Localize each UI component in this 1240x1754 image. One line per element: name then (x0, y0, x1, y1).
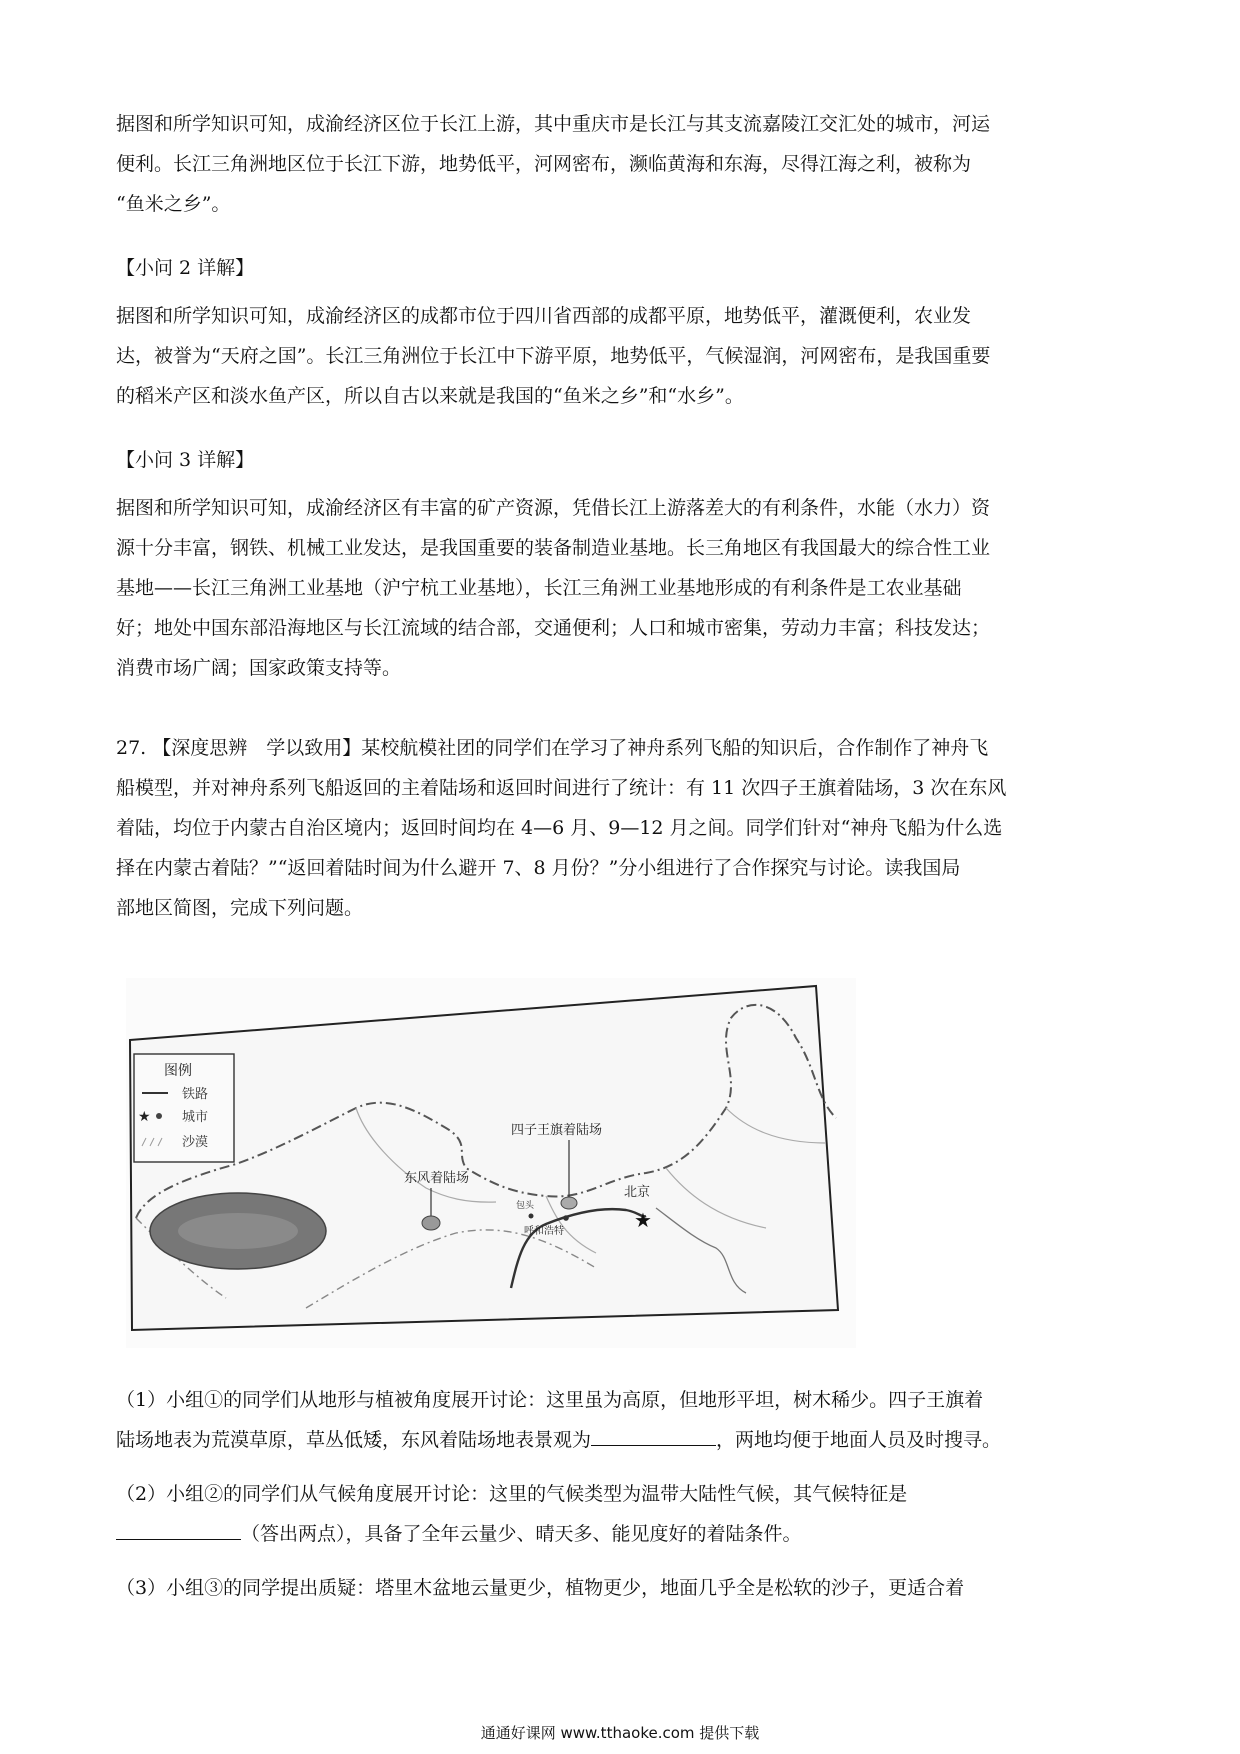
heading-subquestion-3: 【小问 3 详解】 (116, 449, 255, 471)
baotou-dot (529, 1214, 534, 1219)
section3-paragraph (116, 488, 1136, 688)
page-footer: 通通好课网 www.tthaoke.com 提供下载 (480, 1724, 760, 1742)
text-line: 的稻米产区和淡水鱼产区，所以自古以来就是我国的“鱼米之乡”和“水乡”。 (116, 385, 744, 407)
siziwang-label: 四子王旗着陆场 (511, 1123, 603, 1138)
text-line (116, 1514, 1136, 1554)
subquestion-3 (116, 1568, 1136, 1608)
legend-item-city: 城市 (182, 1110, 209, 1125)
section1-paragraph (116, 104, 1136, 224)
text-line: 基地——长江三角洲工业基地（沪宁杭工业基地），长江三角洲工业基地形成的有利条件是工农业基础 (116, 577, 962, 599)
star-icon: ★ (138, 1109, 151, 1125)
text-fragment: 陆场地表为荒漠草原，草丛低矮，东风着陆场地表景观为 (116, 1429, 592, 1451)
legend-title: 图例 (164, 1063, 192, 1079)
text-line: 27. 【深度思辨 学以致用】某校航模社团的同学们在学习了神舟系列飞船的知识后，合作制作了神舟飞 (116, 737, 989, 759)
text-line: 据图和所学知识可知，成渝经济区的成都市位于四川省西部的成都平原，地势低平，灌溉便利，农业发 (116, 305, 972, 327)
heading-subquestion-2: 【小问 2 详解】 (116, 257, 255, 279)
text-line: （2）小组②的同学们从气候角度展开讨论：这里的气候类型为温带大陆性气候，其气候特征是 (116, 1483, 908, 1505)
text-line: 部地区简图，完成下列问题。 (116, 897, 364, 919)
section2-paragraph (116, 296, 1136, 416)
text-fragment: （答出两点），具备了全年云量少、晴天多、能见度好的着陆条件。 (241, 1523, 802, 1545)
text-line: 达，被誉为“天府之国”。长江三角洲位于长江中下游平原，地势低平，气候湿润，河网密布，是我国重要 (116, 345, 991, 367)
text-line: 便利。长江三角洲地区位于长江下游，地势低平，河网密布，濒临黄海和东海，尽得江海之利，被称为 (116, 153, 972, 175)
text-line (116, 1420, 1136, 1460)
text-line: 据图和所学知识可知，成渝经济区位于长江上游，其中重庆市是长江与其支流嘉陵江交汇处的城市，河运 (116, 113, 991, 135)
text-line: （3）小组③的同学提出质疑：塔里木盆地云量更少，植物更少，地面几乎全是松软的沙子，更适合着 (116, 1577, 965, 1599)
siziwang-marker (561, 1197, 577, 1209)
text-line: 消费市场广阔；国家政策支持等。 (116, 657, 402, 679)
text-line: 着陆，均位于内蒙古自治区境内；返回时间均在 4—6 月、9—12 月之间。同学们针对“神舟飞船为什么选 (116, 817, 1003, 839)
hohhot-label: 呼和浩特 (524, 1226, 564, 1237)
regional-map (126, 978, 856, 1348)
text-line: 据图和所学知识可知，成渝经济区有丰富的矿产资源，凭借长江上游落差大的有利条件，水能（水力）资 (116, 497, 991, 519)
text-line: “鱼米之乡”。 (116, 193, 231, 215)
legend-item-desert: 沙漠 (182, 1135, 209, 1150)
legend-item-railway: 铁路 (182, 1087, 209, 1102)
dongfeng-desert-patch (422, 1216, 440, 1230)
text-line: （1）小组①的同学们从地形与植被角度展开讨论：这里虽为高原，但地形平坦，树木稀少。四子王旗着 (116, 1389, 984, 1411)
beijing-star-icon: ★ (634, 1208, 652, 1232)
beijing-label: 北京 (624, 1185, 651, 1200)
answer-blank[interactable] (116, 1521, 241, 1540)
subquestion-1 (116, 1380, 1136, 1460)
text-line: 择在内蒙古着陆？”“返回着陆时间为什么避开 7、8 月份？”分小组进行了合作探究与讨论。读我国局 (116, 857, 961, 879)
text-line: 好；地处中国东部沿海地区与长江流域的结合部，交通便利；人口和城市密集，劳动力丰富；科技发达； (116, 617, 991, 639)
hohhot-dot (563, 1215, 569, 1221)
text-fragment: ，两地均便于地面人员及时搜寻。 (716, 1429, 1002, 1451)
text-line: 船模型，并对神舟系列飞船返回的主着陆场和返回时间进行了统计：有 11 次四子王旗着陆场，3 次在东风 (116, 777, 1007, 799)
dongfeng-label: 东风着陆场 (404, 1171, 470, 1186)
desert-texture (178, 1213, 298, 1249)
question-27 (116, 728, 1136, 928)
text-line: 源十分丰富，钢铁、机械工业发达，是我国重要的装备制造业基地。长三角地区有我国最大的综合性工业 (116, 537, 991, 559)
baotou-label: 包头 (516, 1201, 535, 1211)
city-dot-icon (156, 1113, 162, 1119)
subquestion-2 (116, 1474, 1136, 1554)
answer-blank[interactable] (591, 1427, 716, 1446)
